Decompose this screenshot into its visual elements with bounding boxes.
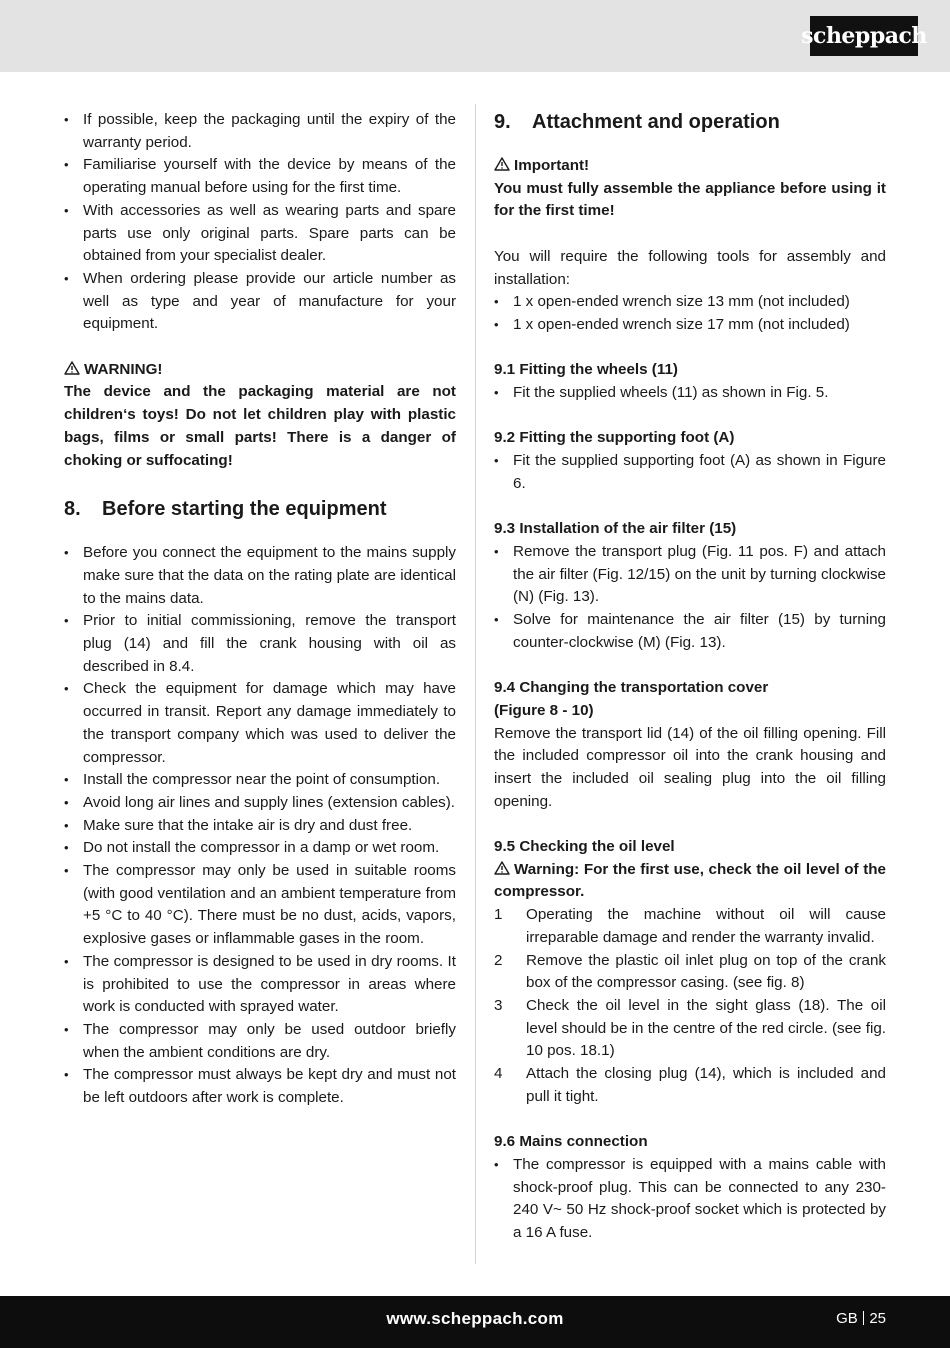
language-code: GB <box>836 1310 858 1327</box>
subsection-title: 9.6 Mains connection <box>494 1133 648 1151</box>
section-title: Attachment and operation <box>532 111 780 133</box>
step-number: 2 <box>494 951 503 969</box>
section-8-heading <box>64 496 456 522</box>
list-item: • The compressor is designed to be used in dry rooms. It is prohibited to use the compressor in areas where work is conducted with sprayed water. <box>64 951 456 1019</box>
list-item: • Prior to initial commissioning, remove the transport plug (14) and fill the crank housing with oil as described in 8.4. <box>64 610 456 678</box>
list-item: • When ordering please provide our article number as well as type and year of manufacture for your equipment. <box>64 268 456 336</box>
left-column <box>64 109 456 1110</box>
step-number: 3 <box>494 996 503 1014</box>
right-column <box>494 109 886 1245</box>
list-item: • Do not install the compressor in a damp or wet room. <box>64 837 456 860</box>
header-bar <box>0 0 950 72</box>
subsection-title: 9.1 Fitting the wheels (11) <box>494 361 678 379</box>
oil-steps <box>494 904 886 1108</box>
website-link[interactable]: www.scheppach.com <box>386 1309 564 1328</box>
list-item: • If possible, keep the packaging until the expiry of the warranty period. <box>64 109 456 154</box>
list-item <box>494 904 886 949</box>
warning-text: The device and the packaging material are not children‘s toys! Do not let children play with plastic bags, films or small parts! There is a danger of choking or suffocating! <box>64 383 456 469</box>
list-item: • Check the equipment for damage which may have occurred in transit. Report any damage immediately to the transport company which was used to deliver the compressor. <box>64 678 456 769</box>
step-text: Check the oil level in the sight glass (18). The oil level should be in the centre of the red circle. (see fig. 10 pos. 18.1) <box>526 996 886 1060</box>
important-text: You must fully assemble the appliance before using it for the first time! <box>494 179 886 220</box>
list-item: • Avoid long air lines and supply lines (extension cables). <box>64 792 456 815</box>
step-number: 1 <box>494 906 503 924</box>
list-item: • Fit the supplied supporting foot (A) as shown in Figure 6. <box>494 450 886 495</box>
subsection-text: Remove the transport lid (14) of the oil filling opening. Fill the included compressor oil into the crank housing and insert the included oil sealing plug into the oil filling opening. <box>494 724 886 810</box>
section-title: Before starting the equipment <box>102 498 387 521</box>
section-number: 8. <box>64 498 81 521</box>
warning-triangle-icon <box>494 861 510 875</box>
section-9-heading <box>494 109 886 135</box>
step-text: Operating the machine without oil will cause irreparable damage and render the warranty invalid. <box>526 906 886 946</box>
subsection-list <box>494 450 886 495</box>
subsection-list <box>494 382 886 405</box>
step-text: Remove the plastic oil inlet plug on top of the crank box of the compressor casing. (see fig. 8) <box>526 951 886 992</box>
list-item: • The compressor must always be kept dry and must not be left outdoors after work is complete. <box>64 1064 456 1109</box>
subsection-title: 9.5 Checking the oil level <box>494 838 675 855</box>
tools-intro: You will require the following tools for assembly and installation: <box>494 247 886 288</box>
list-item: • Install the compressor near the point of consumption. <box>64 769 456 792</box>
list-item: • The compressor may only be used outdoor briefly when the ambient conditions are dry. <box>64 1019 456 1064</box>
list-item: • The compressor is equipped with a mains cable with shock-proof plug. This can be connected to any 230-240 V~ 50 Hz shock-proof socket which is protected by a 16 A fuse. <box>494 1154 886 1245</box>
subsection-list <box>494 1154 886 1245</box>
warning-heading <box>64 359 456 382</box>
list-item: • Fit the supplied wheels (11) as shown in Fig. 5. <box>494 382 886 405</box>
intro-list <box>64 109 456 336</box>
list-item <box>494 1063 886 1108</box>
subsection-title: 9.2 Fitting the supporting foot (A) <box>494 429 735 447</box>
list-item: • Remove the transport plug (Fig. 11 pos. F) and attach the air filter (Fig. 12/15) on the unit by turning clockwise (N) (Fig. 13). <box>494 541 886 609</box>
page-number: 25 <box>869 1310 886 1327</box>
warning-triangle-icon <box>64 361 80 375</box>
list-item: • The compressor may only be used in suitable rooms (with good ventilation and an ambient temperature from +5 °C to 40 °C). There must be no dust, acids, vapors, explosive gases or inflammable gases in the room. <box>64 860 456 951</box>
important-title: Important! <box>514 157 590 174</box>
subsection-subtitle: (Figure 8 - 10) <box>494 701 594 719</box>
warning-title: WARNING! <box>84 360 163 378</box>
list-item <box>494 995 886 1063</box>
list-item: • With accessories as well as wearing parts and spare parts use only original parts. Spare parts can be obtained from your specialist dealer. <box>64 200 456 268</box>
section-8-list <box>64 542 456 1110</box>
oil-warning-text: Warning: For the first use, check the oil level of the compressor. <box>494 860 886 901</box>
separator <box>863 1311 865 1325</box>
tools-list <box>494 291 886 336</box>
list-item: • Solve for maintenance the air filter (15) by turning counter-clockwise (M) (Fig. 13). <box>494 609 886 654</box>
column-divider <box>475 104 476 1264</box>
subsection-title: 9.3 Installation of the air filter (15) <box>494 520 737 538</box>
warning-triangle-icon <box>494 157 510 171</box>
list-item: • Before you connect the equipment to the mains supply make sure that the data on the rating plate are identical to the mains data. <box>64 542 456 610</box>
important-heading <box>494 155 886 178</box>
list-item: • 1 x open-ended wrench size 13 mm (not included) <box>494 291 886 314</box>
list-item: • Make sure that the intake air is dry and dust free. <box>64 815 456 838</box>
oil-warning <box>494 859 886 904</box>
section-number: 9. <box>494 111 511 133</box>
subsection-list <box>494 541 886 655</box>
step-number: 4 <box>494 1065 503 1083</box>
list-item: • Familiarise yourself with the device by means of the operating manual before using for the first time. <box>64 154 456 199</box>
list-item <box>494 950 886 995</box>
step-text: Attach the closing plug (14), which is included and pull it tight. <box>526 1065 886 1105</box>
brand-logo: scheppach <box>810 16 918 56</box>
subsection-title: 9.4 Changing the transportation cover <box>494 679 769 697</box>
footer-bar <box>0 1296 950 1348</box>
list-item: • 1 x open-ended wrench size 17 mm (not included) <box>494 314 886 337</box>
page-indicator <box>836 1296 886 1342</box>
